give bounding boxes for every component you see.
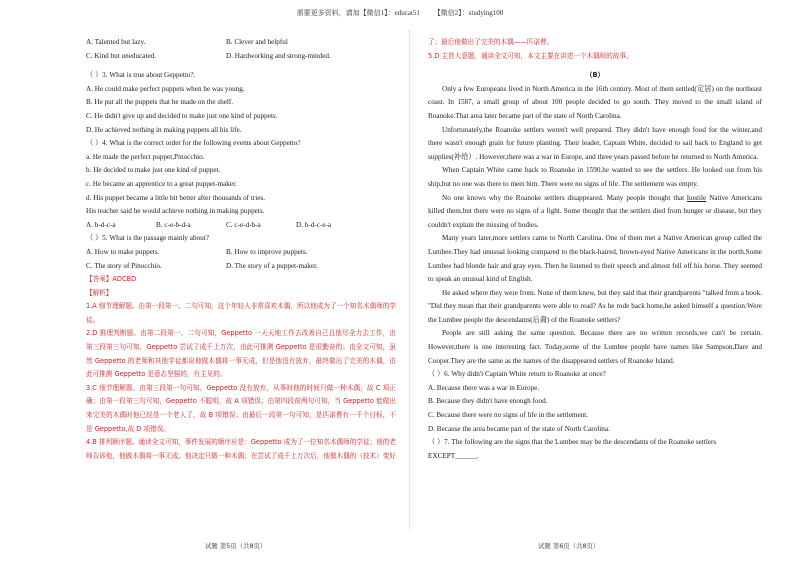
right-page <box>428 36 762 463</box>
q4-event-b: b. He decided to make just one kind of puppet. <box>86 166 221 175</box>
q4-event-c: c. He became an apprentice to a great puppet-maker. <box>86 179 237 188</box>
q6-option-a: A. Because there was a war in Europe. <box>428 383 540 392</box>
header-wechat-1: 需要更多资料，请加【微信1】：educat51 <box>296 9 420 17</box>
q6-option-c: C. Because there were no signs of life in the settlement. <box>428 411 589 420</box>
q6-option-b: B. Because they didn't have enough food. <box>428 397 548 406</box>
passage-paragraph-1: Only a few Europeans lived in North America in the 16th century. Most of them settled(定居) on the northeast coast. In 1587, a small group of about 100 people decided to go south. They moved to the small island of Roanoke.That area later became part of the state of North Carolina. <box>428 84 762 120</box>
right-page-footer: 试题 第6页（共8页） <box>538 542 600 550</box>
q2-options-row2 <box>86 50 396 64</box>
analysis-continued-4: 了；最后他做出了完美的木偶——匹诺曹。 <box>428 38 554 46</box>
q2-option-b: B. Clever and helpful <box>226 38 288 46</box>
q3-option-d: D. He achieved nothing in making puppets all his life. <box>86 125 242 134</box>
q5-option-a: A. How to make puppets. <box>86 247 160 256</box>
q4-option-a: A. b-d-c-a <box>86 220 116 229</box>
left-page-footer: 试题 第5页（共8页） <box>205 542 267 550</box>
passage-paragraph-6: He asked where they were from. None of them knew, but they said that their grandparents "talked from a book. "Did they mean that their grandparents were able to read? As he rode back home,he asked himself a question:Were the Lumbee people the descendants(后裔) of the Roanoke settlers? <box>428 288 762 324</box>
analysis-item-3: 3.C 细节理解题。由第三段第一句可知，Geppetto 没有放弃，从事时他的时间只做一种木偶，故 C 项正确；由第一段第三句可知，Geppetto 不聪明，故 A 项错误；由第四段前两句可知，当 Geppetto 能做出来完美的木偶时他已经是一个老人了，故 B 项错误；由最后一段第一句可知，是匹诺曹有一千个目标，不是 Geppetto,故 D 项错误。 <box>86 383 396 433</box>
q7-except: EXCEPT______. <box>428 451 479 460</box>
q7-stem: （ ）7. The following are the signs that the Lumbee may be the descendants of the Roanoke settlers <box>428 438 717 447</box>
q4-option-c: C. c-e-d-b-a <box>226 220 261 229</box>
left-page <box>86 36 396 463</box>
passage-paragraph-3: When Captain White came back to Roanoke in 1590,he wanted to see the settlers. He looked out from his ship,but no one was there to meet him. There were no signs of life. The settlement was empty. <box>428 166 762 188</box>
q4-event-e: His teacher said he would achieve nothing in making puppets. <box>86 207 265 216</box>
answer-key: 【答案】ADCBD <box>86 275 137 284</box>
column-divider <box>409 30 410 530</box>
q6-stem: （ ）6. Why didn't Captain White return to Roanoke at once? <box>428 370 606 379</box>
q2-option-a: A. Talented but lazy. <box>86 38 146 46</box>
paragraph-4-start: No one knows why the Roanoke settlers disappeared. Many people thought that <box>442 193 688 202</box>
q5-option-b: B. How to improve puppets. <box>226 247 308 256</box>
underlined-word-hostile: hostile <box>687 193 707 202</box>
q5-options-row2 <box>86 260 396 274</box>
q5-option-c: C. The story of Pinocchio. <box>86 261 162 270</box>
passage-paragraph-7: People are still asking the same question. Because there are no written records,we can't be certain. However,there is one interesting fact. Today,some of the Lumbee people have names like Sampson,Dare and Cooper.They are the same as the names of the disappeared settlers of Roanoke Island. <box>428 329 762 365</box>
q4-options <box>86 219 396 233</box>
q2-option-c: C. Kind but uneducated. <box>86 51 157 60</box>
passage-paragraph-2: Unfortunately,the Roanoke settlers weren't well prepared. They didn't have enough food for the winter,and there wasn't enough grain for future planting. Their leader, Captain White, decided to sail back to England to get supplies(补给）. However,there was a war in Europe, and three years passed before he returned to North America. <box>428 125 762 161</box>
q2-options-row1 <box>86 36 396 50</box>
passage-paragraph-4 <box>428 192 762 233</box>
q4-option-b: B. c-e-b-d-a <box>156 220 191 229</box>
q4-option-d: D. b-d-c-e-a <box>296 220 332 229</box>
q4-stem: （ ）4. What is the correct order for the following events about Geppetto? <box>86 139 301 148</box>
passage-paragraph-5: Many years later,more settlers came to North Carolina. One of them met a Native American group called the Lumbee.They had unusual looking compared to the black-haired, brown-eyed Native Americans in the north.Some Lumbee had blonde hair and gray eyes. Then he listened to their speech and almost fell off his horse. They seemed to speak an unusual kind of English. <box>428 234 762 284</box>
q5-option-d: D. The story of a puppet-maker. <box>226 261 318 270</box>
q6-option-d: D. Because the area became part of the state of North Carolina. <box>428 424 610 433</box>
analysis-item-2: 2.D 推理判断题。由第二段第一、二句可知，Geppetto 一天天地工作去改善自己且他尽全力去工作，由第三段第三句可知，Geppetto 尝试了成千上万次，由此可推测 Geppetto 是很勤奋的；由全文可知，虽然 Geppetto 的老师和其他学徒都说他做木偶将一事无成，但是他没有放弃，最终做出了完美的木偶，由此可推测 Geppetto 是意志坚强的，有主见的。 <box>86 329 396 379</box>
q5-stem: （ ）5. What is the passage mainly about? <box>86 234 209 243</box>
analysis-title: 【解析】 <box>86 288 113 297</box>
q3-stem: （ ）3. What is true about Geppetto?. <box>86 71 196 80</box>
q3-option-a: A. He could make perfect puppets when he was young. <box>86 84 245 93</box>
q2-option-d: D. Hardworking and strong-minded. <box>226 51 331 60</box>
q3-option-b: B. He put all the puppets that he made on the shelf. <box>86 98 234 107</box>
header-wechat-2: 【微信2】：studying100 <box>433 9 504 17</box>
analysis-item-4: 4.B 排列顺序题。通读全文可知，事件发展的顺序应是：Geppetto 成为了一位知名木偶师的学徒；他的老师告诉他，他做木偶将一事无成；他决定只做一种木偶；在尝试了成千上万次后，他做木偶的（技术）变好 <box>86 438 396 460</box>
paragraph-4-end: Native Americans killed them,but there were no signs of a fight. Some thought that the settlers died from hunger or disease, but they couldn't explain the missing of bodies. <box>428 193 762 229</box>
q5-options-row1 <box>86 246 396 260</box>
analysis-item-1: 1.A 细节理解题。由第一段第一、二句可知，这个年轻人非常喜欢木偶，所以他成为了一个知名木偶师的学徒。 <box>86 302 396 324</box>
page-header <box>0 8 800 18</box>
analysis-item-5: 5.D 主旨大意题。通读全文可知，本文主要在讲述一个木偶师的故事。 <box>428 51 633 60</box>
q3-option-c: C. He didn't give up and decided to make just one kind of puppets. <box>86 111 278 120</box>
q4-event-d: d. His puppet became a little bit better after thousands of tries. <box>86 193 266 202</box>
q4-event-a: a. He made the perfect puppet,Pinocchio. <box>86 152 205 161</box>
section-title: （B） <box>585 71 605 80</box>
